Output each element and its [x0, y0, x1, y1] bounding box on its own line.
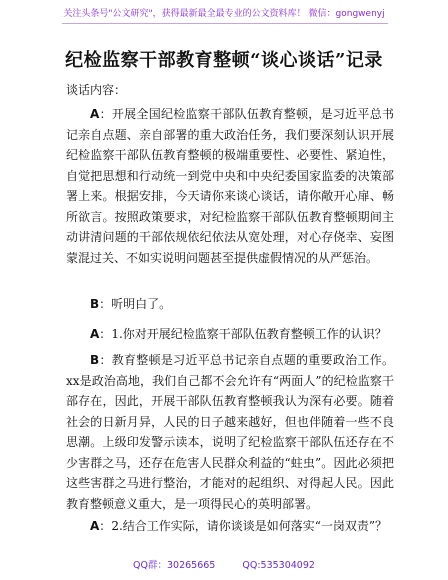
speaker-label: B — [90, 297, 100, 311]
header-note: 关注头条号"公文研究"，获得最新最全最专业的公文资料库！ 微信：gongwenyj — [63, 9, 385, 19]
paragraph-text: 教育整顿是习近平总书记亲自点题的重要政治工作。xx是政治高地，我们自己都不会允许有“两面人”的纪检监察干部存在，因此，开展干部队伍教育整顿我认为深有必要。随着社会的日新月异，人民的日子越来越好，但也伴随着一些不良思潮。上级印发警示读本，说明了纪检监察干部队伍还存在不少害群之马，还存在危害人民群众利益的“蛀虫”。因此必须把这些害群之马进行整治，才能对的起组织、对得起人民。因此教育整顿意义重大，是一项得民心的英明部署。 — [66, 353, 394, 511]
paragraph-4: B：教育整顿是习近平总书记亲自点题的重要政治工作。xx是政治高地，我们自己都不会允许有“两面人”的纪检监察干部存在，因此，开展干部队伍教育整顿我认为深有必要。随着社会的日新月异，人民的日子越来越好，但也伴随着一些不良思潮。上级印发警示读本，说明了纪检监察干部队伍还存在不少害群之马，还存在危害人民群众利益的“蛀虫”。因此必须把这些害群之马进行整治，才能对的起组织、对得起人民。因此教育整顿意义重大，是一项得民心的英明部署。 — [66, 353, 394, 511]
paragraph-2: B：听明白了。 — [90, 297, 172, 311]
footer-qq: QQ:535304092 — [242, 560, 315, 571]
speaker-label: B — [90, 353, 100, 367]
paragraph-text: 听明白了。 — [111, 297, 172, 311]
paragraph-text: 开展全国纪检监察干部队伍教育整顿，是习近平总书记亲自点题、亲自部署的重大政治任务，我们要深刻认识开展纪检监察干部队伍教育整顿的极端重要性、必要性、紧迫性，自觉把思想和行动统一到党中央和中央纪委国家监委的决策部署上来。根据安排，今天请你来谈心谈话，请你敞开心扉、畅所欲言。按照政策要求，对纪检监察干部队伍教育整顿期间主动讲清问题的干部依规依纪依法从宽处理，对心存侥幸、妄图蒙混过关、不如实说明问题甚至提供虚假情况的从严惩治。 — [66, 107, 394, 265]
header-divider — [62, 23, 388, 24]
footer-qq-group: QQ群：30265665 — [133, 560, 216, 571]
document-title: 纪检监察干部教育整顿“谈心谈话”记录 — [65, 50, 383, 71]
speaker-label: A — [90, 519, 100, 533]
paragraph-3: A：1.你对开展纪检监察干部队伍教育整顿工作的认识？ — [90, 327, 387, 341]
speaker-label: A — [90, 327, 100, 341]
paragraph-1: A：开展全国纪检监察干部队伍教育整顿，是习近平总书记亲自点题、亲自部署的重大政治任务，我们要深刻认识开展纪检监察干部队伍教育整顿的极端重要性、必要性、紧迫性，自觉把思想和行动统一到党中央和中央纪委国家监委的决策部署上来。根据安排，今天请你来谈心谈话，请你敞开心扉、畅所欲言。按照政策要求，对纪检监察干部队伍教育整顿期间主动讲清问题的干部依规依纪依法从宽处理，对心存侥幸、妄图蒙混过关、不如实说明问题甚至提供虚假情况的从严惩治。 — [66, 107, 394, 265]
speaker-label: A — [90, 107, 100, 121]
paragraph-text: 2.结合工作实际，请你谈谈是如何落实“一岗双责”？ — [111, 519, 388, 533]
footer-contact — [0, 557, 448, 571]
intro-label: 谈话内容： — [66, 83, 127, 97]
paragraph-5: A：2.结合工作实际，请你谈谈是如何落实“一岗双责”？ — [90, 519, 388, 533]
paragraph-text: 1.你对开展纪检监察干部队伍教育整顿工作的认识？ — [111, 327, 387, 341]
